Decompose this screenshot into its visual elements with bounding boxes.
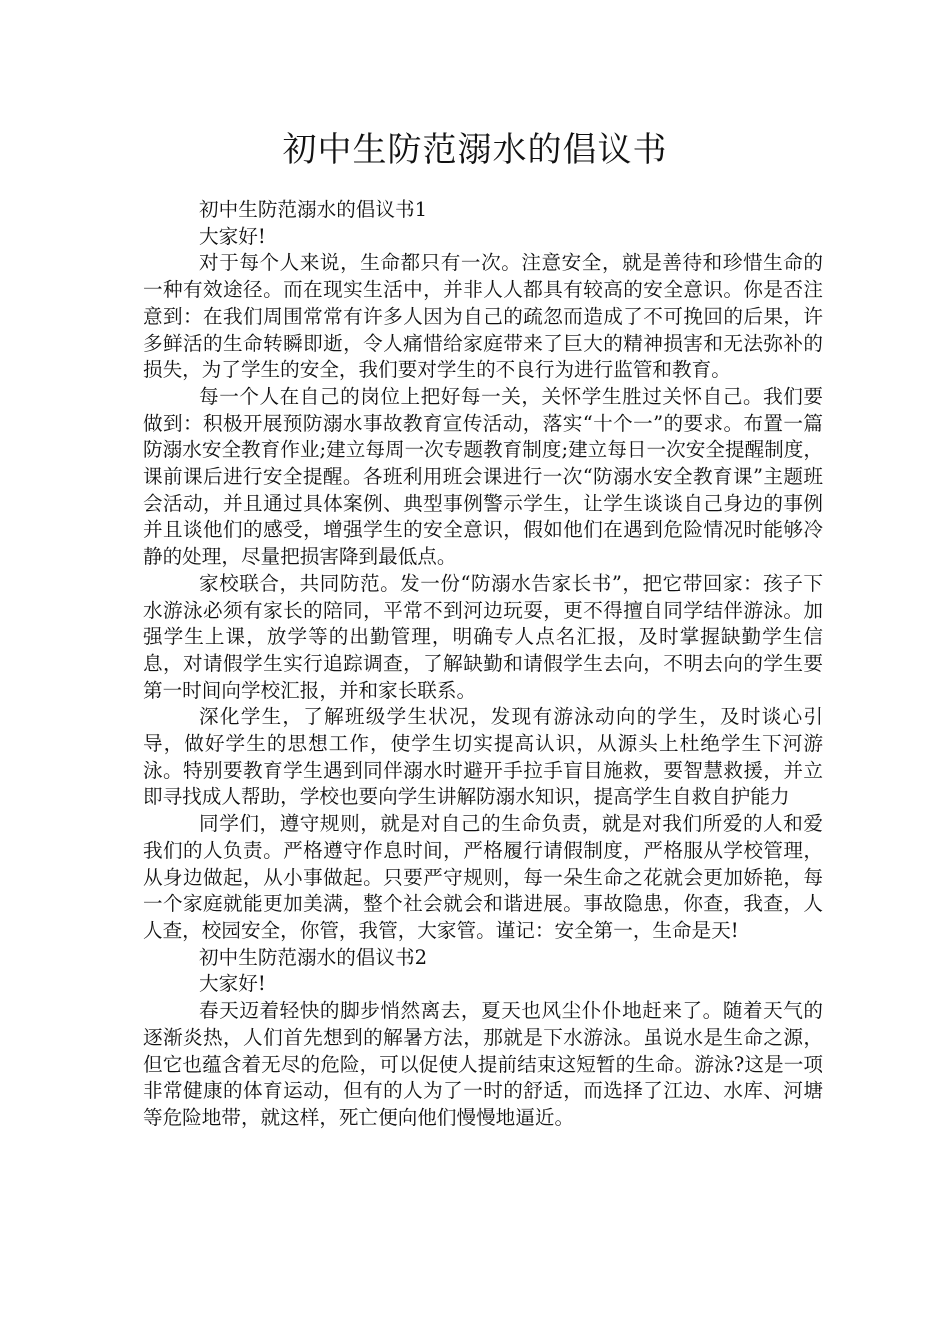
paragraph: 每一个人在自己的岗位上把好每一关，关怀学生胜过关怀自己。我们要做到：积极开展预防溺水事故教育宣传活动，落实“十个一”的要求。布置一篇防溺水安全教育作业;建立每周一次专题教育制度;建立每日一次安全提醒制度，课前课后进行安全提醒。各班利用班会课进行一次“防溺水安全教育课”主题班会活动，并且通过具体案例、典型事例警示学生，让学生谈谈自己身边的事例并且谈他们的感受，增强学生的安全意识，假如他们在遇到危险情况时能够冷静的处理，尽量把损害降到最低点。 — [143, 384, 823, 569]
document-title: 初中生防范溺水的倡议书 — [282, 130, 668, 170]
section-heading-2: 初中生防范溺水的倡议书2 — [199, 945, 428, 969]
paragraph: 同学们，遵守规则，就是对自己的生命负责，就是对我们所爱的人和爱我们的人负责。严格遵守作息时间，严格履行请假制度，严格服从学校管理，从身边做起，从小事做起。只要严守规则，每一朵生命之花就会更加娇艳，每一个家庭就能更加美满，整个社会就会和谐进展。事故隐患，你查，我查，人人查，校园安全，你管，我管，大家管。谨记：安全第一，生命是天! — [143, 812, 823, 942]
paragraph: 家校联合，共同防范。发一份“防溺水告家长书”，把它带回家：孩子下水游泳必须有家长的陪同，平常不到河边玩耍，更不得擅自同学结伴游泳。加强学生上课，放学等的出勤管理，明确专人点名汇报，及时掌握缺勤学生信息，对请假学生实行追踪调查，了解缺勤和请假学生去向，不明去向的学生要第一时间向学校汇报，并和家长联系。 — [143, 571, 823, 702]
greeting-2: 大家好! — [199, 972, 266, 996]
greeting-1: 大家好! — [199, 224, 266, 248]
document-body — [143, 197, 823, 1132]
section-heading-1: 初中生防范溺水的倡议书1 — [199, 198, 428, 221]
paragraph: 春天迈着轻快的脚步悄然离去，夏天也风尘仆仆地赶来了。随着天气的逐渐炎热，人们首先想到的解暑方法，那就是下水游泳。虽说水是生命之源，但它也蕴含着无尽的危险，可以促使人提前结束这短暂的生命。游泳?这是一项非常健康的体育运动，但有的人为了一时的舒适，而选择了江边、水库、河塘等危险地带，就这样，死亡便向他们慢慢地逼近。 — [143, 999, 823, 1129]
paragraph: 对于每个人来说，生命都只有一次。注意安全，就是善待和珍惜生命的一种有效途径。而在现实生活中，并非人人都具有较高的安全意识。你是否注意到：在我们周围常常有许多人因为自己的疏忽而造成了不可挽回的后果，许多鲜活的生命转瞬即逝，令人痛惜给家庭带来了巨大的精神损害和无法弥补的损失，为了学生的安全，我们要对学生的不良行为进行监管和教育。 — [143, 251, 823, 382]
paragraph: 深化学生，了解班级学生状况，发现有游泳动向的学生，及时谈心引导，做好学生的思想工作，使学生切实提高认识，从源头上杜绝学生下河游泳。特别要教育学生遇到同伴溺水时避开手拉手盲目施救，要智慧救援，并立即寻找成人帮助，学校也要向学生讲解防溺水知识，提高学生自救自护能力 — [143, 705, 823, 809]
